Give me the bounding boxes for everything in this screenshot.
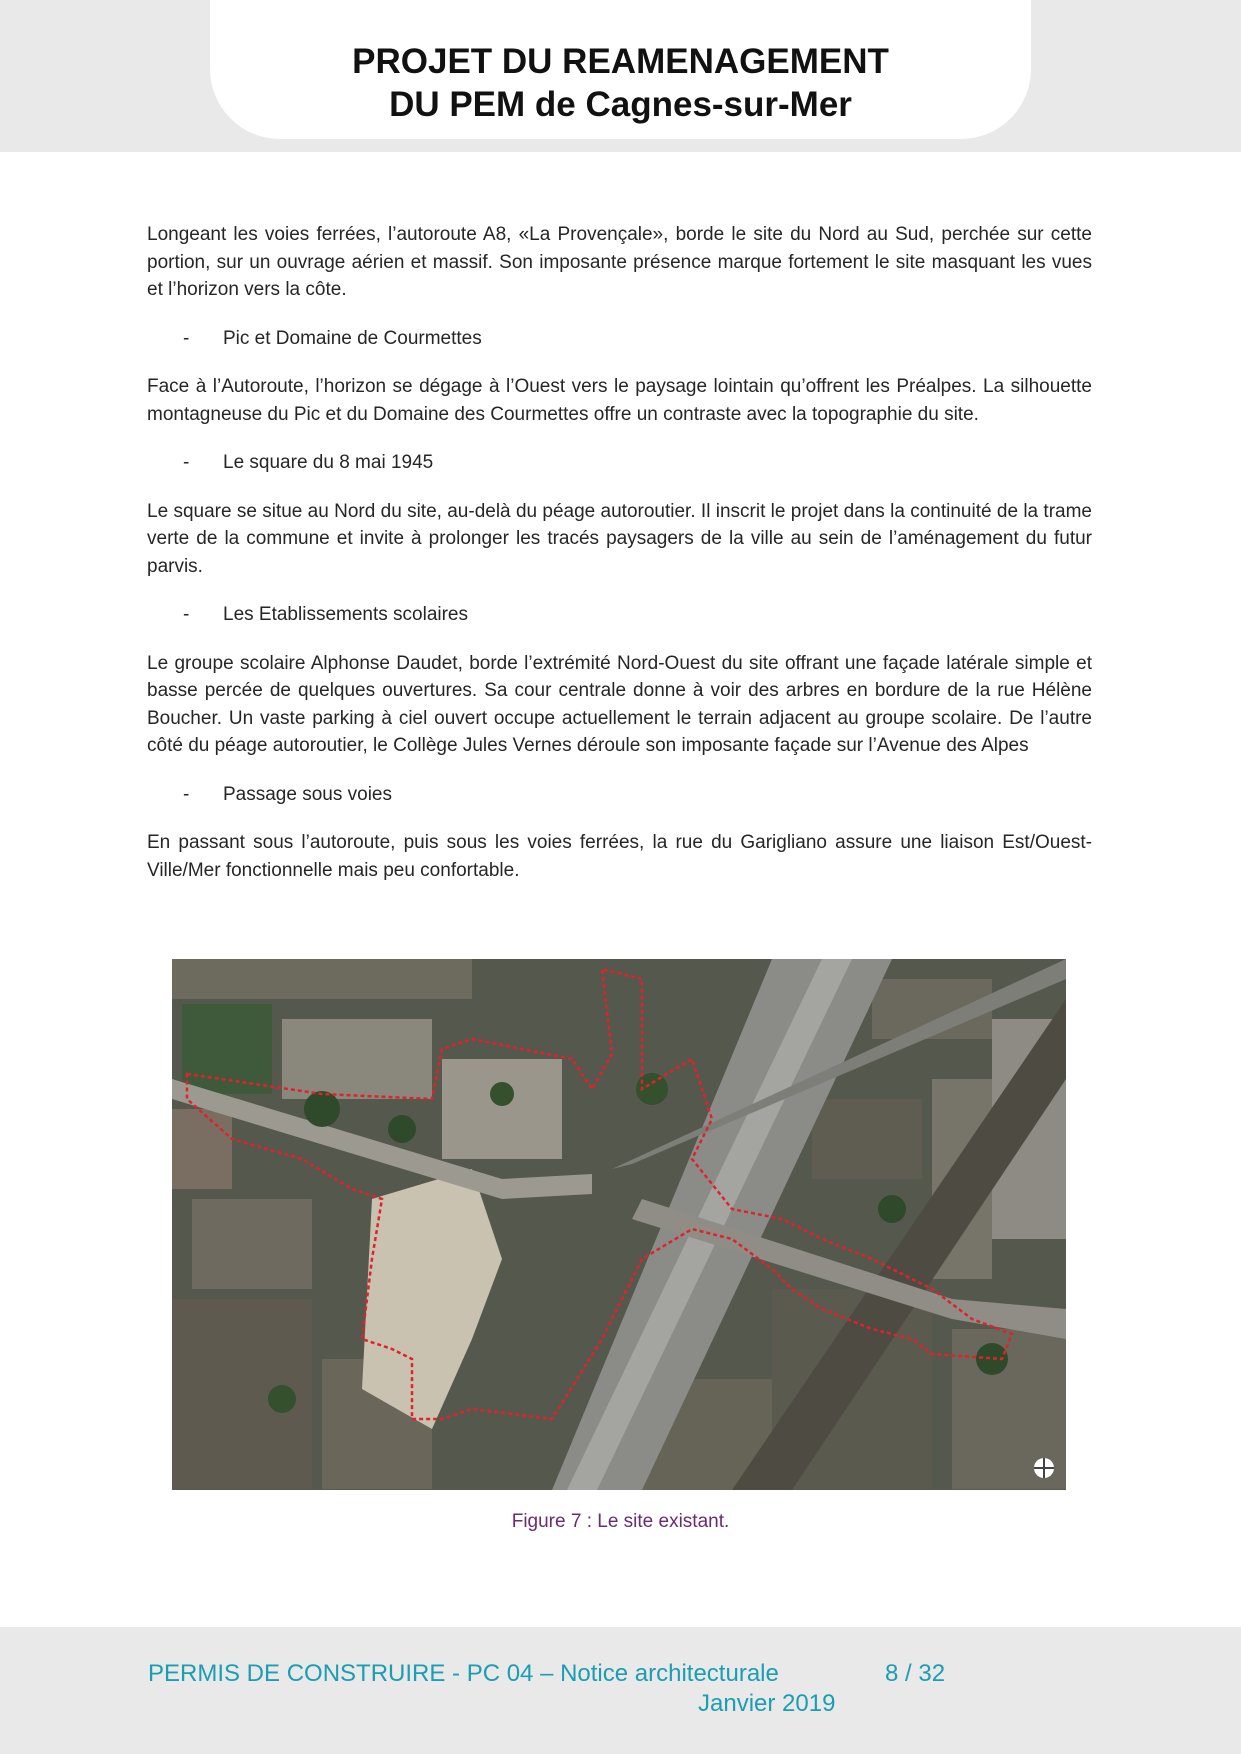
title-line-2: DU PEM de Cagnes-sur-Mer: [389, 85, 852, 124]
bullet-square: [147, 449, 1092, 477]
footer-document-label: PERMIS DE CONSTRUIRE - PC 04 – Notice architecturale: [148, 1660, 779, 1687]
bullet-dash: -: [183, 783, 190, 805]
bullet-dash: -: [183, 604, 190, 625]
page-title: [0, 40, 1241, 126]
north-arrow-icon: [1034, 1458, 1054, 1478]
bullet-label: Le square du 8 mai 1945: [223, 452, 434, 473]
paragraph-passage: En passant sous l’autoroute, puis sous les voies ferrées, la rue du Garigliano assure une liaison Est/Ouest-Ville/Mer fonctionnelle mais peu confortable.: [147, 832, 1092, 881]
bullet-label: Pic et Domaine de Courmettes: [223, 327, 482, 349]
bullet-schools: [147, 601, 1092, 629]
paragraph-square: Le square se situe au Nord du site, au-delà du péage autoroutier. Il inscrit le projet dans la continuité de la trame verte de la commune et invite à prolonger les tracés paysagers de la ville au sein de l’aménagement du futur parvis.: [147, 500, 1092, 577]
bullet-label: Passage sous voies: [223, 783, 392, 805]
footer-band: [0, 1627, 1241, 1754]
title-line-1: PROJET DU REAMENAGEMENT: [352, 42, 889, 81]
bullet-dash: -: [183, 452, 190, 473]
paragraph-schools: Le groupe scolaire Alphonse Daudet, borde l’extrémité Nord-Ouest du site offrant une façade latérale simple et basse percée de quelques ouvertures. Sa cour centrale donne à voir des arbres en bordure de la rue Hélène Boucher. Un vaste parking à ciel ouvert occupe actuellement le terrain adjacent au groupe scolaire. De l’autre côté du péage autoroutier, le Collège Jules Vernes déroule son imposante façade sur l’Avenue des Alpes: [147, 652, 1092, 756]
footer-date: Janvier 2019: [698, 1690, 836, 1717]
figure-caption: Figure 7 : Le site existant.: [511, 1511, 730, 1532]
bullet-passage: [147, 781, 1092, 809]
aerial-site-photo: [172, 959, 1066, 1490]
body-content: [147, 221, 1092, 905]
bullet-courmettes: [147, 325, 1092, 353]
paragraph-autoroute: Longeant les voies ferrées, l’autoroute A8, «La Provençale», borde le site du Nord au Sud, perchée sur cette portion, sur un ouvrage aérien et massif. Son imposante présence marque fortement le site masquant les vues et l’horizon vers la côte.: [147, 224, 1092, 300]
paragraph-courmettes: Face à l’Autoroute, l’horizon se dégage à l’Ouest vers le paysage lointain qu’offrent les Préalpes. La silhouette montagneuse du Pic et du Domaine des Courmettes offre un contraste avec la topographie du site.: [147, 376, 1092, 425]
bullet-label: Les Etablissements scolaires: [223, 604, 468, 625]
bullet-dash: -: [183, 327, 190, 349]
footer-page-number: 8 / 32: [885, 1660, 946, 1687]
